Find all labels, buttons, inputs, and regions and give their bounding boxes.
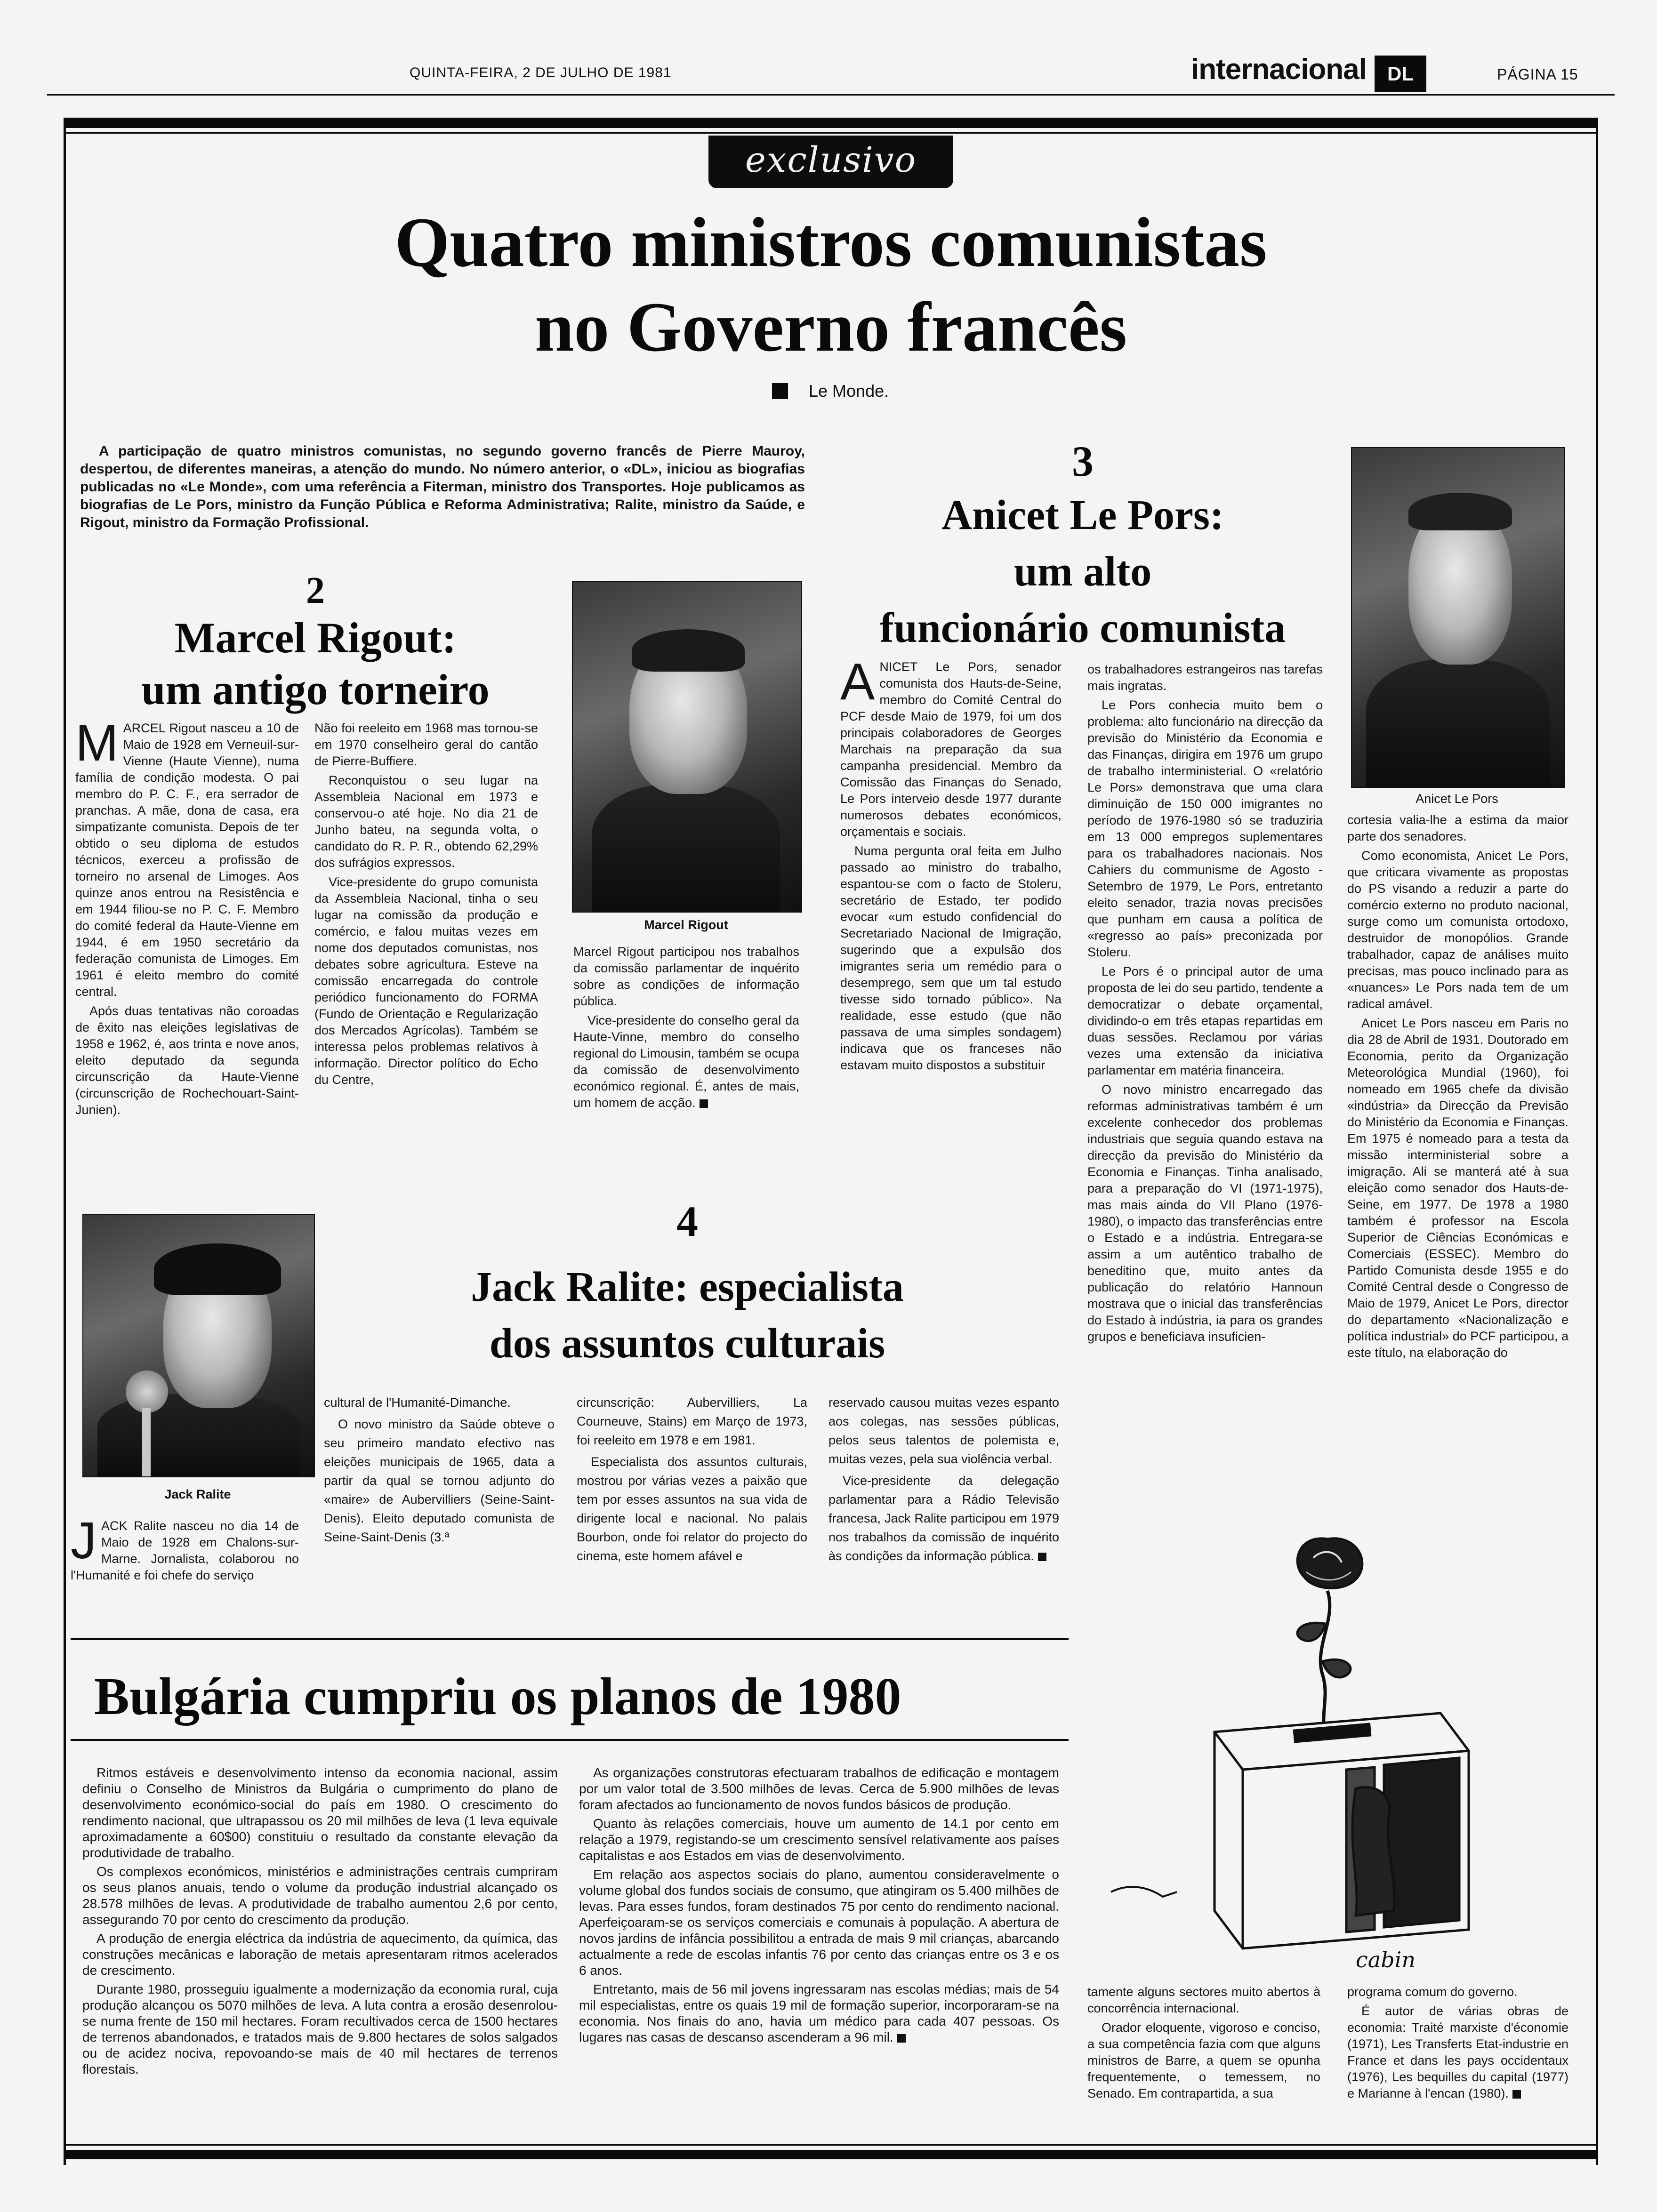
- lepors-col5-p2: É autor de várias obras de economia: Traité marxiste d'économie (1971), Les Transferts Etat-industrie en France et dans les pays occidentaux (1976), Les bequilles du capital (1977) e Marianne à l'encan (1980).: [1347, 2004, 1569, 2100]
- lepors-col3-p2: Como economista, Anicet Le Pors, que criticara vivamente as propostas do PS visando a reduzir a parte do comércio externo no produto nacional, surge como um comunista ortodoxo, destruidor de monopólios. Grande trabalhador, capaz de análises muito precisas, mas pouco inclinado para as «nuances» Le Pors nada tem de um radical amável.: [1347, 849, 1569, 1011]
- top-rule: [47, 94, 1615, 96]
- ralite-title-line2: dos assuntos culturais: [489, 1320, 885, 1367]
- microphone-stand: [142, 1408, 151, 1476]
- lepors-title-line2: um alto: [1014, 548, 1152, 595]
- main-title-line2: no Governo francês: [534, 288, 1127, 366]
- end-mark: [897, 2034, 906, 2043]
- lepors-col3-p1: cortesia valia-lhe a estima da maior parte dos senadores.: [1347, 813, 1569, 843]
- rigout-col2-p1: Não foi reeleito em 1968 mas tornou-se em 1970 conselheiro geral do cantão de Pierre-Buffiere.: [314, 721, 538, 768]
- ralite-col4-p2: Vice-presidente da delegação parlamentar para a Rádio Televisão francesa, Jack Ralite participou em 1979 nos trabalhos da comissão de inquérito às condições da informação pública.: [828, 1474, 1059, 1563]
- rigout-col1-p1: MARCEL Rigout nasceu a 10 de Maio de 1928 em Verneuil-sur-Vienne (Haute Vienne), numa família de condição modesta. O pai membro do P. C. F., era serrador de pranchas. A mãe, dona de casa, era simpatizante comunista. Depois de ter obtido o seu diploma de estudos técnicos, exerceu a profissão de torneiro no arsenal de Limoges. Aos quinze anos entrou na Resistência e em 1944 filiou-se no P. C. F. Membro do comité federal da Haute-Vienne em 1944, é em 1950 secretário da federação comunista de Limoges. Em 1961 é eleito membro do comité central.: [75, 714, 299, 999]
- lepors-column-3: [1347, 812, 1569, 1364]
- ralite-col3-p2: Especialista dos assuntos culturais, mostrou por várias vezes a paixão que tem por esses assuntos na sua vida de dirigente local e nacional. No palais Bourbon, onde foi relator do projecto do cinema, este homem afável e: [577, 1455, 807, 1563]
- lepors-title-line3: funcionário comunista: [879, 605, 1286, 651]
- ralite-number: 4: [676, 1197, 698, 1245]
- lepors-title-line1: Anicet Le Pors:: [941, 492, 1224, 538]
- bottom-rule-thick: [64, 2150, 1598, 2159]
- header-section: internacional: [1191, 53, 1367, 86]
- banner-text: exclusivo: [745, 140, 917, 180]
- rigout-title-line2: um antigo torneiro: [141, 665, 490, 713]
- rigout-column-3: [573, 944, 799, 1114]
- lepors-col2-p1: os trabalhadores estrangeiros nas tarefas mais ingratas.: [1087, 662, 1323, 693]
- rigout-col1-p2: Após duas tentativas não coroadas de êxito nas eleições legislativas de 1958 e 1962, é, aos trinta e nove anos, eleito deputado da segunda circunscrição da Haute-Vienne (circunscrição de Rochechouart-Saint-Junien).: [75, 1004, 299, 1117]
- source-bullet: [772, 383, 788, 399]
- end-mark: [1038, 1553, 1046, 1561]
- rigout-col2-p3: Vice-presidente do grupo comunista da Assembleia Nacional, tinha o seu lugar na comissão da produção e comércio, e falou muitas vezes em nome dos deputados comunistas, nos debates sobre agricultura. Esteve na comissão encarregada do controle periódico funcionamento do FORMA (Fundo de Orientação e Regularização dos Mercados Agrícolas). Também se interessa pelos problemas relativos à informação. Director político do Echo du Centre,: [314, 875, 538, 1087]
- lepors-col2-p4: O novo ministro encarregado das reformas administrativas também é um excelente conhecedor dos problemas industriais que seguia quando estava na direcção da previsão do Ministério da Economia e Finanças. Tinha analisado, para a preparação do VI (1971-1975), mas mais ainda do VII Plano (1976-1980), o impacto das transferências entre o Estado e a indústria. Entregara-se assim a um autêntico trabalho de beneditino que, muito antes da publicação do relatório Hannoun mostrava que o inicial das transferências do Estado à indústria, ia para os grandes grupos e beneficiava insuficien-: [1087, 1082, 1323, 1344]
- bottom-rule-thin: [64, 2144, 1598, 2146]
- lepors-column-4: [1087, 1984, 1320, 2105]
- ralite-dropcap: J: [71, 1512, 97, 1570]
- rigout-title-line1: Marcel Rigout:: [174, 614, 457, 662]
- bulgaria-col2-p3: Em relação aos aspectos sociais do plano, aumentou consideravelmente o volume global dos fundos sociais de consumo, que atingiram os 5.400 milhões de levas. Para esses fundos, foram destinados 75 por cento do rendimento nacional. Aperfeiçoaram-se os serviços comerciais e comunais à população. A abertura de novos jardins de infância possibilitou a entrada de mais 9 mil crianças, abarcando actualmente a rede de escolas infantis 76 por cento das crianças entre os 3 e os 6 anos.: [579, 1867, 1059, 1978]
- rigout-photo-hair: [632, 629, 745, 672]
- frame-top-thin-rule: [64, 132, 1598, 134]
- bulgaria-col1-p3: A produção de energia eléctrica da indústria de aquecimento, da química, das construções mecânicas e laboração de metais apresentaram ritmos acelerados de crescimento.: [82, 1931, 558, 1978]
- lepors-col2-p3: Le Pors é o principal autor de uma proposta de lei do seu partido, tendente a democratizar o debate orçamental, dividindo-o em três etapas repartidas em duas sessões. Reclamou por várias vezes uma extensão da iniciativa parlamentar em matéria financeira.: [1087, 964, 1323, 1077]
- rigout-col3-p2: Vice-presidente do conselho geral da Haute-Vinne, membro do conselho regional do Limousin, também se ocupa da comissão de desenvolvimento económico regional. É, antes de mais, um homem de acção.: [573, 1013, 799, 1110]
- ralite-photo-caption: Jack Ralite: [164, 1487, 231, 1501]
- bulgaria-col2-p4: Entretanto, mais de 56 mil jovens ingressaram nas escolas médias; mais de 54 mil especialistas, entre os quais 19 mil de formação superior, incorporaram-se na economia. Nos finais do ano, havia um médico para cada 407 pessoas. Os lugares nas casas de descanso ascenderam a 96 mil.: [579, 1982, 1059, 2044]
- source-line: [772, 381, 889, 405]
- lepors-photo-suit: [1366, 660, 1550, 787]
- ralite-col2-p1: cultural de l'Humanité-Dimanche.: [324, 1395, 511, 1410]
- ralite-photo-hair: [154, 1243, 281, 1295]
- lepors-photo-caption: Anicet Le Pors: [1416, 792, 1498, 806]
- end-mark: [1512, 2090, 1521, 2099]
- cartoon-signature: cabin: [1356, 1947, 1416, 1972]
- bulgaria-col1-p1: Ritmos estáveis e desenvolvimento intenso da economia nacional, assim definiu o Conselho de Ministros da Bulgária o cumprimento do plano de desenvolvimento económico-social do país em 1980. O crescimento do rendimento nacional, que ultrapassou os 20 mil milhões de leva (1 leva equivale aproximadamente a 60$00) constituiu o resultado da constante elevação da produtividade de trabalho.: [82, 1765, 558, 1860]
- header-page: PÁGINA 15: [1497, 66, 1578, 83]
- rigout-column-2: [314, 720, 538, 1091]
- logo-text: DL: [1387, 63, 1414, 85]
- intro-text: A participação de quatro ministros comunistas, no segundo governo francês de Pierre Mauroy, despertou, de diferentes maneiras, a atenção do mundo. No número anterior, o «DL», iniciou as biografias publicadas no «Le Monde», com uma referência a Fiterman, ministro dos Transportes. Hoje publicamos as biografias de Le Pors, ministro da Função Pública e Reforma Administrativa; Ralite, ministro da Saúde, e Rigout, ministro da Formação Profissional.: [80, 443, 805, 530]
- lepors-number: 3: [1072, 437, 1094, 485]
- lepors-col3-p3: Anicet Le Pors nasceu em Paris no dia 28 de Abril de 1931. Doutorado em Economia, perito da Organização Meteorológica Mundial (1960), foi nomeado em 1965 chefe da divisão «indústria» da Direcção da Previsão do Ministério da Economia e Finanças. Em 1975 é nomeado para a testa da missão interministerial sobre a imigração. Ali se manterá até à sua eleição como senador dos Hauts-de-Seine, em 1977. De 1978 a 1980 também é professor na Escola Superior de Ciências Económicas e Comerciais (ESSEC). Membro do Partido Comunista desde 1955 e do Comité Central desde o Congresso de Maio de 1979, Anicet Le Pors, director do departamento «Nacionalização e política industrial» do PCF participou, a este título, na elaboração do: [1347, 1016, 1569, 1360]
- ralite-col1-p1: JACK Ralite nasceu no dia 14 de Maio de 1928 em Chalons-sur-Marne. Jornalista, colaborou no l'Humanité e foi chefe do serviço: [71, 1512, 299, 1582]
- lepors-col4-p2: Orador eloquente, vigoroso e conciso, a sua competência fazia com que alguns ministros de Barre, a quem se opunha frequentemente, o temessem, no Senado. Em contrapartida, a sua: [1087, 2020, 1320, 2100]
- microphone-icon: [126, 1370, 168, 1413]
- rigout-column-1: [75, 714, 299, 1121]
- lepors-col1-p1: ANICET Le Pors, senador comunista dos Hauts-de-Seine, membro do Comité Central do PCF desde Maio de 1979, foi um dos principais colaboradores de Georges Marchais na preparação da sua campanha presidencial. Membro da Comissão das Finanças do Senado, Le Pors interveio desde 1977 durante numerosos debates económicos, orçamentais e sociais.: [840, 653, 1062, 839]
- bulgaria-col2-p2: Quanto às relações comerciais, houve um aumento de 14.1 por cento em relação a 1979, registando-se um crescimento sensível relativamente aos países capitalistas e aos Estados em vias de desenvolvimento.: [579, 1816, 1059, 1863]
- logo: [1375, 56, 1426, 92]
- rigout-photo-suit: [592, 785, 780, 912]
- bulgaria-col1-p4: Durante 1980, prosseguiu igualmente a modernização da economia rural, cuja produção alcançou os 5070 milhões de leva. A luta contra a erosão desenrolou-se numa frente de 150 mil hectares. Foram recultivados cerca de 1500 hectares de terrenos abandonados, e tratados mais de 9.800 hectares de solos salgados ou de acidez nociva, repovoando-se mais de 40 mil hectares de terrenos florestais.: [82, 1982, 558, 2076]
- ralite-column-3: [577, 1393, 807, 1568]
- bulgaria-column-1: [82, 1765, 558, 2080]
- ralite-col4-p1: reservado causou muitas vezes espanto aos colegas, nas sessões públicas, pelos seus talentos de polemista e, muitas vezes, pela sua violência verbal.: [828, 1395, 1059, 1466]
- ralite-title-line1: Jack Ralite: especialista: [471, 1264, 904, 1310]
- lepors-photo: [1351, 447, 1565, 788]
- lepors-col2-p2: Le Pors conhecia muito bem o problema: alto funcionário na direcção da previsão do Ministério da Economia e das Finanças, dirigira em 1976 um grupo de trabalho interministerial. O «relatório Le Pors» demonstrava que uma clara diminuição de 150 000 imigrantes no período de 1976-1980 só se traduziria em 13 000 empregos suplementares para os trabalhadores nacionais. Nos Cahiers du communisme de Agosto - Setembro de 1979, Le Pors, entretanto eleito senador, trazia novas precisões que punham em causa a política de «regresso ao país» preconizada por Stoleru.: [1087, 698, 1323, 959]
- frame-top-rule: [64, 118, 1598, 128]
- ralite-photo: [82, 1214, 315, 1477]
- bulgaria-title-rule: [71, 1739, 1069, 1741]
- main-title-line1: Quatro ministros comunistas: [394, 203, 1267, 281]
- ralite-column-2: [324, 1393, 555, 1549]
- rigout-col2-p2: Reconquistou o seu lugar na Assembleia Nacional em 1973 e conservou-o até hoje. No dia 21 de Junho bateu, na segunda volta, o candidato do R. P. R., obtendo 62,29% dos sufrágios expressos.: [314, 773, 538, 870]
- bulgaria-col1-p2: Os complexos económicos, ministérios e administrações centrais cumpriram os seus planos anuais, tendo o volume da produção industrial alcançado os 28.578 milhões de levas. A produtividade de trabalho aumentou 2,6 por cento, assegurando 70 por cento do crescimento da produção.: [82, 1864, 558, 1927]
- lepors-col4-p1: tamente alguns sectores muito abertos à concorrência internacional.: [1087, 1985, 1320, 2015]
- ralite-col2-p2: O novo ministro da Saúde obteve o seu primeiro mandato efectivo nas eleições municipais de 1965, data a partir da qual se tornou adjunto do «maire» de Aubervilliers (Seine-Saint-Denis). Eleito deputado comunista de Seine-Saint-Denis (3.ª: [324, 1417, 555, 1544]
- rigout-photo-caption: Marcel Rigout: [644, 918, 728, 932]
- lepors-col1-p2: Numa pergunta oral feita em Julho passado ao ministro do trabalho, espantou-se com o facto de Stoleru, secretário de Estado, ter podido evocar «um estudo confidencial do Secretariado Nacional de Imigração, sugerindo que a expulsão dos imigrantes seria um remédio para o desemprego, sem que um tal estudo tivesse sido tornado público». Na realidade, esse estudo (que não passava de uma simples sondagem) indicava que os franceses não estavam muito dispostos a substituir: [840, 844, 1062, 1072]
- ralite-col3-p1: circunscrição: Aubervilliers, La Courneuve, Stains) em Março de 1973, foi reeleito em 1978 e em 1981.: [577, 1395, 807, 1447]
- rigout-dropcap: M: [75, 714, 119, 772]
- rose-icon: [1297, 1539, 1362, 1588]
- header-date: QUINTA-FEIRA, 2 DE JULHO DE 1981: [410, 65, 672, 80]
- bulgaria-title: Bulgária cumpriu os planos de 1980: [94, 1667, 901, 1726]
- rigout-col3-p1: Marcel Rigout participou nos trabalhos da comissão parlamentar de inquérito sobre as condições de informação pública.: [573, 945, 799, 1008]
- ralite-column-1: [71, 1512, 299, 1587]
- bulgaria-top-rule: [71, 1638, 1069, 1640]
- lepors-photo-hair: [1408, 493, 1512, 530]
- end-mark: [700, 1099, 708, 1108]
- ballot-box-rose-cartoon: [1092, 1506, 1572, 1972]
- lepors-dropcap: A: [840, 653, 875, 711]
- rigout-photo: [572, 581, 802, 913]
- rigout-number: 2: [306, 570, 325, 611]
- intro-paragraph: [80, 442, 805, 535]
- source-text: Le Monde.: [809, 381, 889, 401]
- exclusivo-banner: [708, 136, 953, 188]
- lepors-column-5: [1347, 1984, 1569, 2105]
- hand-icon: [1352, 1787, 1394, 1916]
- lepors-col5-p1: programa comum do governo.: [1347, 1985, 1518, 1999]
- ralite-column-4: [828, 1393, 1059, 1568]
- lepors-column-1: [840, 653, 1062, 1076]
- lepors-column-2: [1087, 661, 1323, 1348]
- bulgaria-column-2: [579, 1765, 1059, 2048]
- bulgaria-col2-p1: As organizações construtoras efectuaram trabalhos de edificação e montagem por um valor total de 3.500 milhões de levas. Cerca de 5.900 milhões de levas foram afectados ao funcionamento de novos fundos básicos de produção.: [579, 1765, 1059, 1812]
